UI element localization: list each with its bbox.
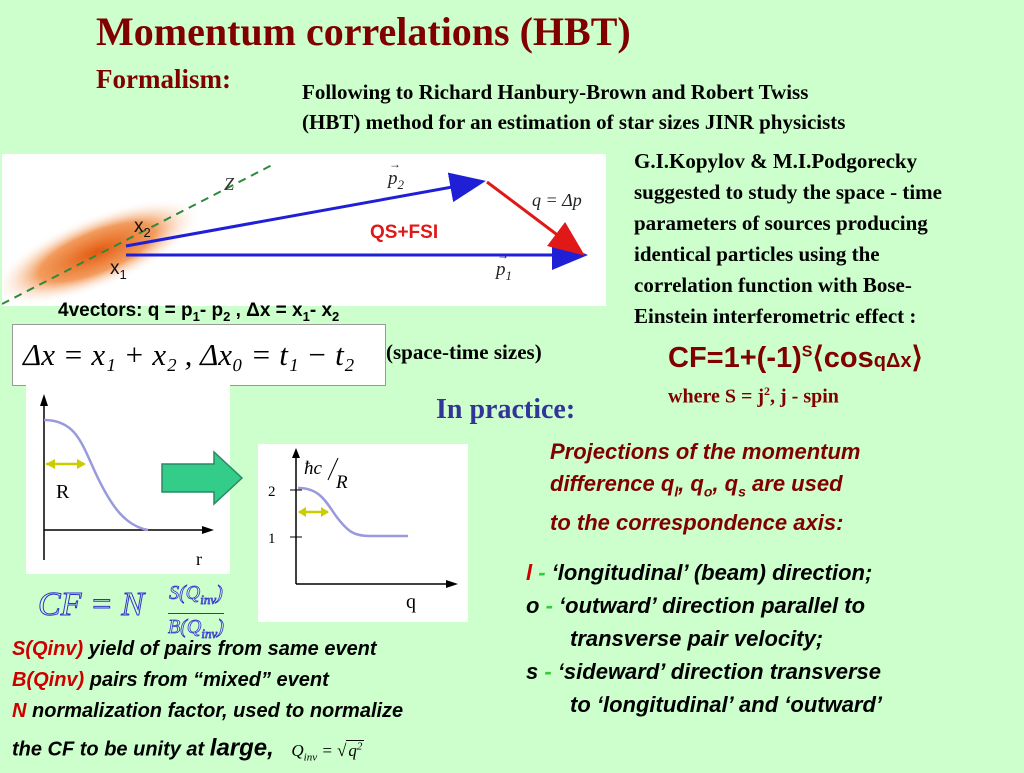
proj-sub: o — [703, 483, 713, 500]
momentum-diagram — [2, 154, 606, 306]
def-n — [12, 696, 403, 727]
qinv-q2: q — [348, 740, 357, 760]
projections-text — [550, 436, 860, 539]
fv-text: 4vectors: q = p — [58, 300, 193, 321]
dash: - — [538, 560, 546, 585]
def-s — [12, 634, 403, 665]
correlation-svg — [258, 444, 468, 622]
def-last — [12, 731, 403, 773]
fourvectors-definition — [58, 300, 339, 324]
intro-line-1: Following to Richard Hanbury-Brown and Robert Twiss — [302, 80, 809, 104]
p2-label: $p_2$ — [388, 168, 404, 192]
section-subtitle: Formalism: — [96, 64, 231, 94]
plot2-x-label: q — [406, 591, 416, 613]
fv-sub: 2 — [223, 308, 231, 324]
z-axis-label: Z — [224, 174, 235, 194]
plot1-y-arrowhead — [40, 394, 48, 406]
cf-sup: S — [801, 343, 813, 361]
spin-prefix: where S = j — [668, 385, 765, 408]
cf-den-sub: inv — [201, 626, 218, 641]
cf-close: ⟩ — [911, 342, 923, 374]
cf-normalization-formula — [38, 580, 258, 641]
def-b-text: pairs from “mixed” event — [84, 669, 329, 691]
x2-label: $x_2$ — [134, 216, 151, 240]
intro-text — [302, 77, 845, 137]
proj-line: Projections of the momentum — [550, 439, 861, 464]
def-b-kw: B(Qinv) — [12, 669, 85, 691]
proj-seg: , q — [712, 471, 739, 496]
cf-lhs: CF = N — [38, 586, 145, 623]
plot1-curve — [44, 420, 148, 530]
x1-label: $x_1$ — [110, 258, 127, 282]
axis-definitions — [526, 556, 882, 721]
p2-vector-mark: → — [389, 157, 401, 171]
para-line: Einstein interferometric effect : — [634, 304, 917, 328]
axis-o-text: ‘outward’ direction parallel to — [552, 593, 866, 618]
q-label: q = Δp — [532, 190, 582, 210]
qinv-radicand — [346, 740, 364, 760]
fv-sub: 2 — [332, 308, 340, 324]
qinv-q2-sup: 2 — [356, 740, 363, 752]
proj-seg: , q — [678, 471, 704, 496]
p1-label: $p_1$ — [496, 259, 512, 283]
proj-seg: are used — [745, 471, 843, 496]
cf-cos: ⟨cos — [812, 342, 874, 374]
cf-qdx: qΔx — [873, 350, 912, 372]
qinv-sub: inv — [303, 751, 318, 764]
cf-den: B(Q — [168, 616, 202, 638]
transform-arrow — [160, 450, 246, 506]
axis-s-text: ‘sideward’ direction transverse — [551, 659, 882, 684]
proj-line: to the correspondence axis: — [550, 510, 844, 536]
source-region — [2, 177, 214, 306]
plot1-width-arrowhead-left — [46, 459, 55, 469]
para-line: G.I.Kopylov & M.I.Podgorecky — [634, 149, 918, 173]
cf-num-sub: inv — [200, 592, 217, 607]
p1-vector-mark: → — [497, 248, 509, 262]
plot2-width-arrowhead-left — [298, 507, 306, 517]
fv-text: - p — [199, 300, 224, 321]
def-s-text: yield of pairs from same event — [83, 638, 377, 660]
plot1-x-arrowhead — [202, 526, 214, 534]
para-line: suggested to study the space - time — [634, 180, 942, 204]
cf-equation — [668, 340, 923, 375]
def-b — [12, 665, 403, 696]
kopylov-paragraph — [634, 146, 1014, 332]
def-n-kw: N — [12, 700, 27, 722]
def-n-text: normalization factor, used to normalize — [26, 700, 404, 722]
axis-s-cont: to ‘longitudinal’ and ‘outward’ — [570, 692, 883, 717]
in-practice-heading: In practice: — [436, 394, 576, 425]
qinv-eq: = √ — [317, 740, 347, 760]
def-last-a: the CF to be unity at — [12, 738, 210, 761]
plot2-y-arrowhead — [292, 448, 300, 458]
momentum-diagram-svg — [2, 154, 606, 306]
spin-suffix: , j - spin — [770, 385, 839, 408]
plot2-y-tick-1: 1 — [268, 531, 276, 547]
space-time-formula: Δx = x₁ + x₂ , Δx₀ = t₁ − t₂ — [23, 337, 355, 372]
plot2-width-arrowhead-right — [321, 507, 329, 517]
fv-sub: 1 — [302, 308, 310, 324]
plot2-r-label: R — [336, 472, 348, 493]
fv-text: , Δx = x — [230, 300, 303, 321]
plot1-x-label: r — [196, 549, 202, 569]
fv-sub: 1 — [192, 308, 200, 324]
plot2-y-tick-2: 2 — [268, 484, 276, 500]
axis-o — [526, 589, 882, 622]
axis-l-letter: l — [526, 560, 533, 585]
plot1-r-label: R — [56, 481, 70, 503]
correlation-plot — [258, 444, 468, 622]
cf-num: S(Q — [169, 582, 201, 604]
spin-sup: 2 — [764, 384, 771, 398]
axis-s — [526, 655, 882, 688]
proj-sub: l — [674, 483, 679, 500]
proj-line — [550, 468, 860, 507]
cf-numerator: $S(Q_{inv})$ — [168, 580, 224, 614]
dash: - — [544, 659, 552, 684]
qs-fsi-label: QS+FSI — [370, 222, 439, 243]
axis-o-cont: transverse pair velocity; — [570, 626, 824, 651]
para-line: parameters of sources producing — [634, 211, 928, 235]
page-title: Momentum correlations (HBT) — [96, 9, 631, 54]
para-line: correlation function with Bose- — [634, 273, 912, 297]
axis-o-letter: o — [526, 593, 540, 618]
intro-line-2: (HBT) method for an estimation of star sizes JINR physicists — [302, 110, 846, 134]
proj-seg: difference q — [550, 471, 675, 496]
def-last-b: large, — [209, 734, 274, 762]
space-time-formula-box — [12, 324, 386, 386]
qinv-q: Q — [291, 740, 304, 760]
plot1-width-arrowhead-right — [77, 459, 86, 469]
plot2-hc-label: ħc — [304, 458, 322, 479]
para-line: identical particles using the — [634, 242, 880, 266]
space-time-sizes-label: (space-time sizes) — [386, 340, 542, 364]
cf-main: CF=1+(-1) — [668, 342, 802, 374]
spin-note — [668, 384, 839, 409]
qinv-formula — [291, 740, 364, 764]
axis-s-letter: s — [526, 659, 539, 684]
axis-l — [526, 556, 882, 589]
definitions — [12, 634, 403, 773]
axis-l-text: ‘longitudinal’ (beam) direction; — [545, 560, 873, 585]
fv-text: - x — [309, 300, 333, 321]
dash: - — [545, 593, 553, 618]
plot2-x-arrowhead — [446, 580, 458, 588]
cf-denominator: $B(Q_{inv})$ — [168, 616, 224, 641]
def-s-kw: S(Qinv) — [12, 638, 84, 660]
proj-sub: s — [738, 483, 746, 500]
